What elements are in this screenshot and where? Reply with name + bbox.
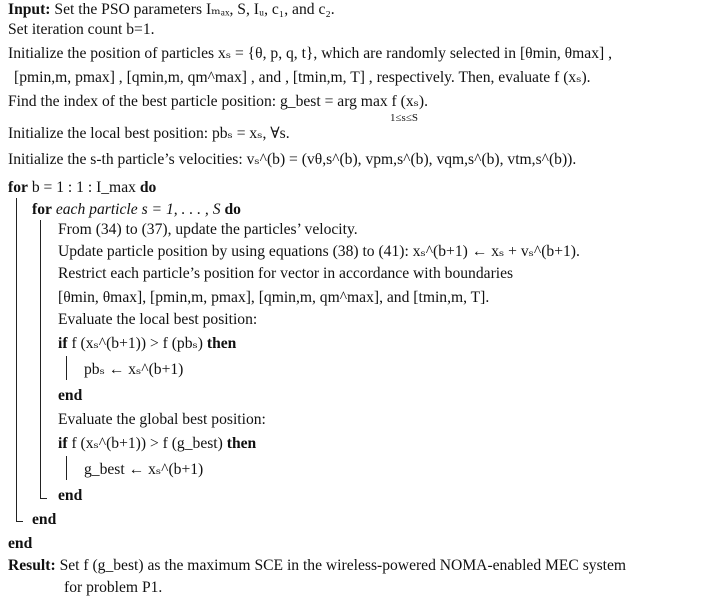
inner-for-text: each particle s = 1, . . . , S	[55, 201, 221, 218]
end-if-global: end	[58, 487, 83, 504]
outer-for-keyword: for	[8, 179, 28, 196]
result-label: Result:	[8, 557, 56, 574]
outer-for-line	[8, 178, 156, 198]
init-position-line-1: Initialize the position of particles xₛ = {θ, p, q, t}, which are randomly selected in [θmin, θmax] ,	[8, 45, 612, 62]
local-best-init-line: Initialize the local best position: pbₛ = xₛ, ∀s.	[8, 125, 290, 142]
if-global-rail	[66, 456, 67, 480]
if-local-keyword: if	[58, 335, 68, 352]
end-if-local: end	[58, 387, 83, 404]
velocity-init-line: Initialize the s-th particle’s velocities: vₛ^(b) = (vθ,s^(b), vpm,s^(b), vqm,s^(b), vtm,s^(b)).	[8, 151, 577, 168]
inner-for-keyword: for	[32, 201, 52, 218]
restrict-line-1: Restrict each particle’s position for vector in accordance with boundaries	[58, 265, 514, 282]
then-global-keyword: then	[226, 435, 257, 452]
result-line-2: for problem P1.	[64, 579, 163, 596]
eval-global-line: Evaluate the global best position:	[58, 411, 266, 428]
argmax-subscript: 1≤s≤S	[390, 112, 418, 124]
find-best-line: Find the index of the best particle position: g_best = arg max f (xₛ).	[8, 93, 428, 110]
input-text: Set the PSO parameters Iₘₐₓ, S, Iᵤ, c₁, and c₂.	[54, 1, 335, 18]
result-line-1	[8, 556, 626, 576]
input-label: Input:	[8, 1, 51, 18]
then-local-keyword: then	[206, 335, 237, 352]
outer-do-keyword: do	[139, 179, 157, 196]
inner-loop-rail	[40, 220, 47, 499]
inner-do-keyword: do	[224, 201, 241, 218]
iteration-line: Set iteration count b=1.	[8, 21, 155, 38]
input-line	[8, 0, 335, 20]
restrict-line-2: [θmin, θmax], [pmin,m, pmax], [qmin,m, qm^max], and [tmin,m, T].	[58, 289, 490, 306]
assign-local-line: pbₛ ← xₛ^(b+1)	[84, 361, 184, 378]
if-global-condition: f (xₛ^(b+1)) > f (g_best)	[71, 435, 223, 452]
outer-loop-rail	[16, 198, 23, 522]
end-outer-for: end	[8, 535, 33, 552]
assign-global-line: g_best ← xₛ^(b+1)	[84, 461, 204, 478]
eval-local-line: Evaluate the local best position:	[58, 311, 258, 328]
inner-for-line	[32, 200, 241, 220]
result-text-1: Set f (g_best) as the maximum SCE in the wireless-powered NOMA-enabled MEC system	[59, 557, 627, 574]
if-global-keyword: if	[58, 435, 68, 452]
update-velocity-line: From (34) to (37), update the particles’ velocity.	[58, 221, 358, 238]
update-position-line: Update particle position by using equations (38) to (41): xₛ^(b+1) ← xₛ + vₛ^(b+1).	[58, 243, 580, 260]
if-local-condition: f (xₛ^(b+1)) > f (pbₛ)	[71, 335, 203, 352]
init-position-line-2: [pmin,m, pmax] , [qmin,m, qm^max] , and , [tmin,m, T] , respectively. Then, evaluate f (xₛ).	[14, 69, 591, 86]
end-inner-for: end	[32, 511, 57, 528]
if-local-rail	[66, 356, 67, 380]
outer-for-range: b = 1 : 1 : I_max	[31, 179, 136, 196]
if-global-line	[58, 434, 256, 454]
if-local-line	[58, 334, 236, 354]
